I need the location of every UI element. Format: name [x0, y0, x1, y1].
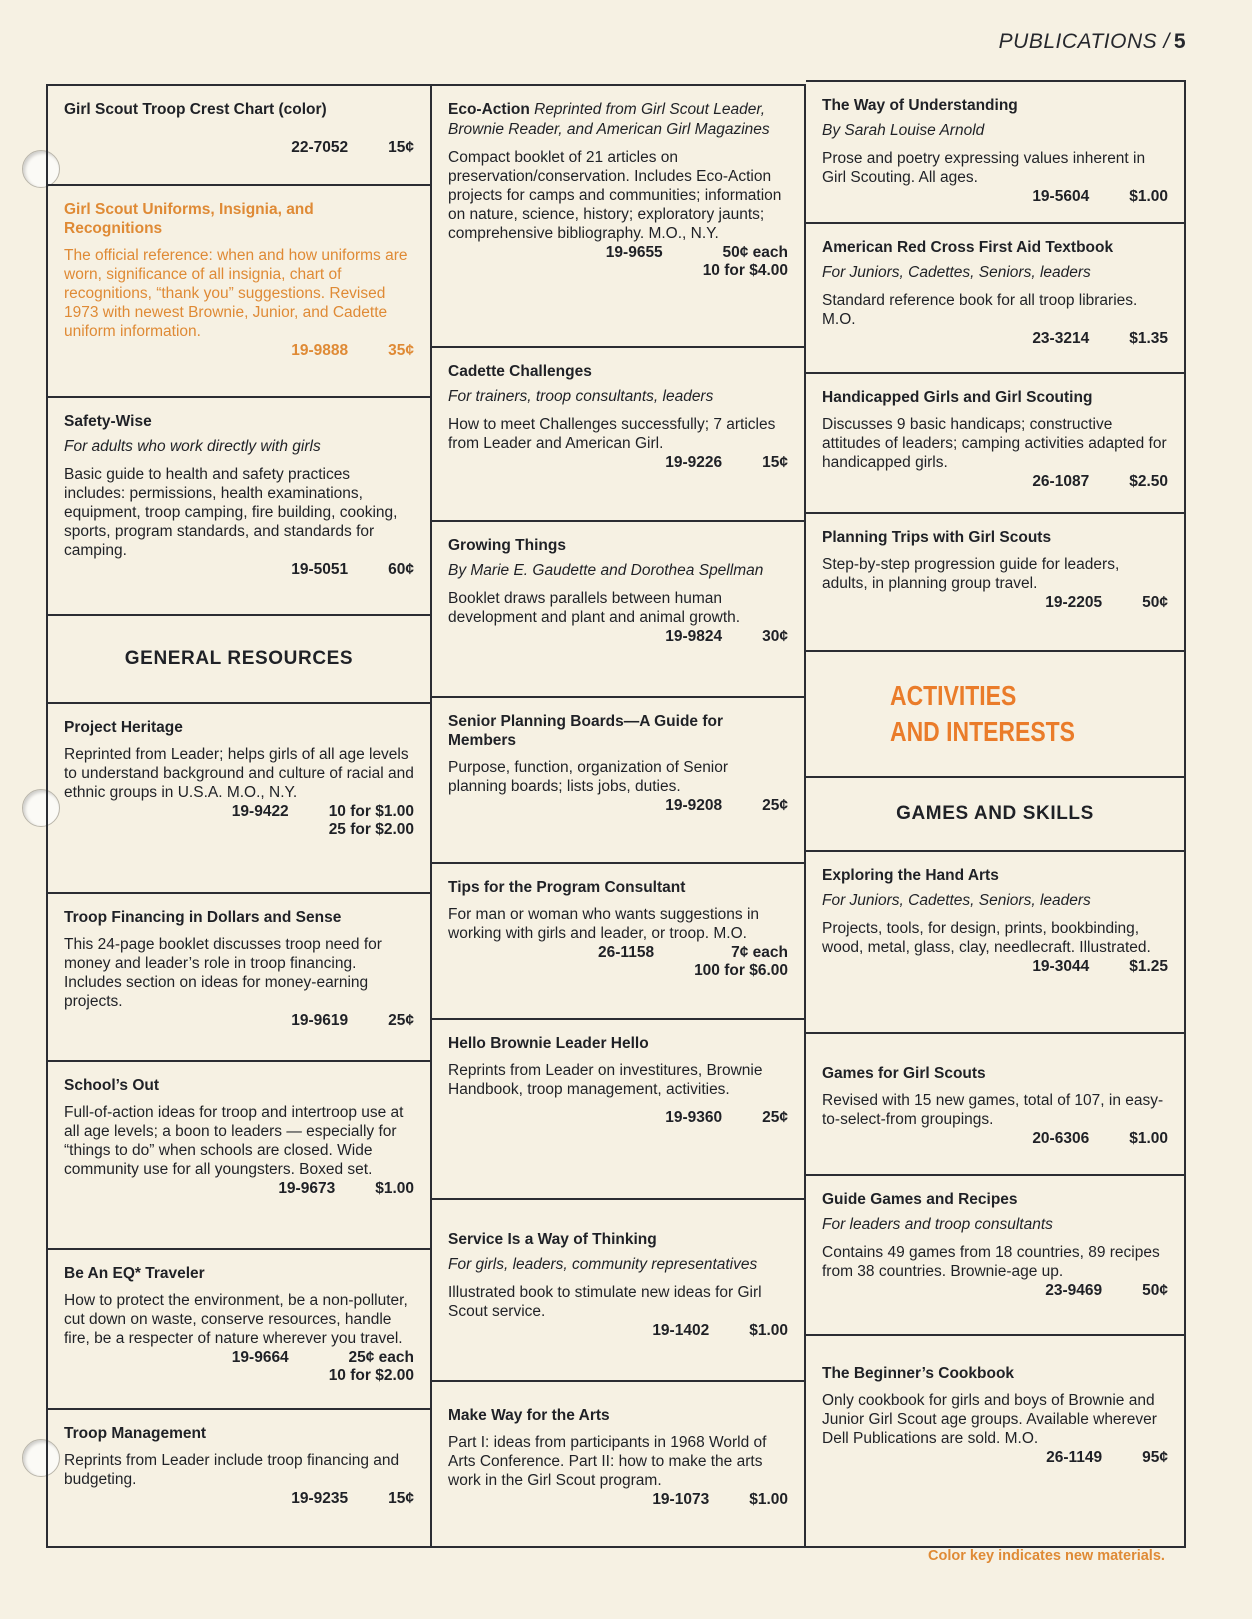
order-code: 19-5604 [1032, 188, 1090, 205]
price: 25¢ [388, 1012, 414, 1029]
publication-title: Guide Games and Recipes [822, 1191, 1018, 1208]
publication-audience: For Juniors, Cadettes, Seniors, leaders [822, 892, 1091, 909]
publication-entry [432, 84, 804, 346]
publication-entry [432, 520, 804, 696]
publication-description: This 24-page booklet discusses troop need for money and leader’s role in troop financing. Includes section on ideas for money-earning projects. [64, 936, 382, 1010]
publication-entry [432, 696, 804, 862]
publication-description: Basic guide to health and safety practices includes: permissions, health examinations, equipment, troop camping, fire building, cooking, sports, program standards, and standards for camping. [64, 466, 398, 559]
publication-audience: For Juniors, Cadettes, Seniors, leaders [822, 264, 1091, 281]
order-code: 22-7052 [291, 139, 349, 156]
publication-heading [448, 100, 788, 140]
publication-description: Illustrated book to stimulate new ideas for Girl Scout service. [448, 1284, 762, 1320]
publication-entry [432, 1018, 804, 1198]
publication-description: How to protect the environment, be a non-polluter, cut down on waste, conserve resources, handle fire, be a respecter of nature wherever you travel. [64, 1292, 408, 1347]
publication-description: Full-of-action ideas for troop and intertroop use at all age levels; a boon to leaders — especially for “things to do” when schools are closed. Wide community use for all youngsters. Boxed set. [64, 1104, 404, 1178]
publication-title: Make Way for the Arts [448, 1407, 610, 1424]
publication-entry [432, 862, 804, 1018]
order-code: 20-6306 [1032, 1130, 1090, 1147]
publication-entry [48, 892, 430, 1060]
category-heading [806, 650, 1184, 776]
publication-authors: By Marie E. Gaudette and Dorothea Spellman [448, 562, 764, 579]
publication-description: Discusses 9 basic handicaps; constructive attitudes of leaders; camping activities adapted for handicapped girls. [822, 416, 1167, 471]
order-code: 19-9664 [231, 1349, 289, 1366]
publication-title: Exploring the Hand Arts [822, 867, 999, 884]
column-right [806, 80, 1186, 1548]
publication-audience: For leaders and troop consultants [822, 1216, 1053, 1233]
publication-description: Booklet draws parallels between human development and plant and animal growth. [448, 590, 741, 626]
price: $1.00 [749, 1491, 788, 1508]
publication-entry [48, 184, 430, 396]
price: 50¢ each 10 for $4.00 [702, 244, 788, 279]
publication-entry [48, 84, 430, 184]
publication-description: The official reference: when and how uniforms are worn, significance of all insignia, chart of recognitions, “thank you” suggestions. Revised 1973 with newest Brownie, Junior, and Cadette uniform information. [64, 247, 408, 340]
color-key-note: Color key indicates new materials. [928, 1548, 1165, 1564]
publication-title: American Red Cross First Aid Textbook [822, 239, 1114, 256]
price: 25¢ [762, 797, 788, 814]
publication-title: Girl Scout Uniforms, Insignia, and Recognitions [64, 201, 314, 237]
price: 10 for $1.00 25 for $2.00 [328, 803, 414, 838]
publication-entry [806, 1174, 1184, 1334]
order-code: 26-1087 [1032, 473, 1090, 490]
price: $1.25 [1129, 958, 1168, 975]
publication-entry [48, 396, 430, 614]
publication-description: How to meet Challenges successfully; 7 articles from Leader and American Girl. [448, 416, 776, 452]
order-code: 19-9824 [665, 628, 723, 645]
order-code: 23-3214 [1032, 330, 1090, 347]
order-code: 19-3044 [1032, 958, 1090, 975]
publication-entry [48, 702, 430, 892]
publication-description: Projects, tools, for design, prints, bookbinding, wood, metal, glass, clay, needlecraft. Illustrated. [822, 920, 1151, 956]
publication-entry [432, 1198, 804, 1380]
category-heading-line2: AND INTERESTS [890, 716, 1075, 747]
order-code: 19-9888 [291, 342, 349, 359]
price: 35¢ [388, 342, 414, 359]
publication-title: Planning Trips with Girl Scouts [822, 529, 1052, 546]
order-code: 19-2205 [1045, 594, 1103, 611]
order-code: 26-1149 [1046, 1449, 1103, 1466]
publication-description: Step-by-step progression guide for leaders, adults, in planning group travel. [822, 556, 1120, 592]
publication-description: Revised with 15 new games, total of 107, in easy-to-select-from groupings. [822, 1092, 1164, 1128]
publication-description: Only cookbook for girls and boys of Brownie and Junior Girl Scout age groups. Available wherever Dell Publications are sold. M.O. [822, 1392, 1157, 1447]
column-left [46, 84, 432, 1548]
order-code: 19-9235 [291, 1490, 349, 1507]
publication-description: Compact booklet of 21 articles on preservation/conservation. Includes Eco-Action projects for camps and communities; information on nature, science, history; exploratory jaunts; comprehensive bibliography. M.O., N.Y. [448, 149, 782, 242]
order-code: 19-5051 [291, 561, 349, 578]
order-code: 19-9673 [278, 1180, 336, 1197]
order-code: 19-9360 [665, 1109, 723, 1126]
publication-title: Cadette Challenges [448, 363, 592, 380]
publication-entry [432, 346, 804, 520]
publication-description: Contains 49 games from 18 countries, 89 recipes from 38 countries. Brownie-age up. [822, 1244, 1160, 1280]
order-code: 23-9469 [1045, 1282, 1103, 1299]
price: $1.00 [1129, 1130, 1168, 1147]
publication-audience: For adults who work directly with girls [64, 438, 321, 455]
publication-title: Service Is a Way of Thinking [448, 1231, 657, 1248]
publication-audience: For trainers, troop consultants, leaders [448, 388, 714, 405]
publication-description: Reprints from Leader include troop financing and budgeting. [64, 1452, 400, 1488]
price: 25¢ [762, 1109, 788, 1126]
price: 15¢ [762, 454, 788, 471]
page-header [999, 30, 1186, 54]
column-middle [432, 84, 806, 1548]
order-code: 19-1402 [652, 1322, 710, 1339]
publication-title: School’s Out [64, 1077, 160, 1094]
category-heading-line1: ACTIVITIES [890, 680, 1017, 711]
publication-entry [806, 80, 1184, 222]
price: $2.50 [1129, 473, 1168, 490]
publication-title: The Way of Understanding [822, 97, 1018, 114]
publication-source: Reprinted from Girl Scout Leader, Brownie Reader, and American Girl Magazines [448, 101, 770, 138]
publication-entry [432, 1380, 804, 1548]
publication-title: Be An EQ* Traveler [64, 1265, 205, 1282]
publication-title: The Beginner’s Cookbook [822, 1365, 1015, 1382]
price: 50¢ [1142, 1282, 1168, 1299]
order-code: 19-1073 [652, 1491, 710, 1508]
order-code: 19-9422 [231, 803, 289, 820]
publication-title: Tips for the Program Consultant [448, 879, 686, 896]
price: 7¢ each 100 for $6.00 [694, 944, 788, 979]
publication-description: Reprinted from Leader; helps girls of all age levels to understand background and culture of racial and ethnic groups in U.S.A. M.O., N.Y. [64, 746, 414, 801]
publication-entry [806, 222, 1184, 372]
publication-description: Purpose, function, organization of Senior planning boards; lists jobs, duties. [448, 759, 729, 795]
price: 60¢ [388, 561, 414, 578]
price: 15¢ [388, 1490, 414, 1507]
publication-title: Hello Brownie Leader Hello [448, 1035, 649, 1052]
publication-title: Girl Scout Troop Crest Chart (color) [64, 101, 327, 118]
section-label: PUBLICATIONS / [998, 30, 1170, 53]
publication-title: Eco-Action [448, 101, 530, 118]
order-code: 19-9655 [605, 244, 663, 261]
publication-title: Growing Things [448, 537, 566, 554]
publication-author: By Sarah Louise Arnold [822, 122, 985, 139]
price: 25¢ each 10 for $2.00 [328, 1349, 414, 1384]
price: $1.35 [1129, 330, 1168, 347]
publication-description: Reprints from Leader on investitures, Brownie Handbook, troop management, activities. [448, 1062, 763, 1098]
publication-description: Part I: ideas from participants in 1968 World of Arts Conference. Part II: how to make the arts work in the Girl Scout program. [448, 1434, 767, 1489]
publication-description: Standard reference book for all troop libraries. M.O. [822, 292, 1138, 328]
order-code: 19-9619 [291, 1012, 349, 1029]
order-code: 26-1158 [598, 944, 655, 961]
page-number: 5 [1173, 30, 1186, 53]
order-code: 19-9226 [665, 454, 723, 471]
section-heading: GENERAL RESOURCES [48, 614, 430, 702]
section-heading: GAMES AND SKILLS [806, 776, 1184, 850]
publication-title: Handicapped Girls and Girl Scouting [822, 389, 1093, 406]
price: $1.00 [1129, 188, 1168, 205]
price: 50¢ [1142, 594, 1168, 611]
publication-title: Games for Girl Scouts [822, 1065, 986, 1082]
publication-description: Prose and poetry expressing values inherent in Girl Scouting. All ages. [822, 150, 1146, 186]
price: $1.00 [375, 1180, 414, 1197]
publication-title: Troop Management [64, 1425, 207, 1442]
publication-entry [806, 512, 1184, 650]
publication-entry [48, 1060, 430, 1248]
publication-entry [48, 1408, 430, 1548]
publication-entry [806, 1334, 1184, 1548]
publication-title: Senior Planning Boards—A Guide for Members [448, 713, 724, 749]
price: 95¢ [1142, 1449, 1168, 1466]
publication-entry [806, 1032, 1184, 1174]
price: 15¢ [388, 139, 414, 156]
publication-description: For man or woman who wants suggestions in working with girls and leader, or troop. M.O. [448, 906, 760, 942]
publication-entry [806, 850, 1184, 1032]
publication-entry [806, 372, 1184, 512]
price: 30¢ [762, 628, 788, 645]
order-code: 19-9208 [665, 797, 723, 814]
publication-entry [48, 1248, 430, 1408]
price: $1.00 [749, 1322, 788, 1339]
publication-title: Safety-Wise [64, 413, 152, 430]
publication-title: Troop Financing in Dollars and Sense [64, 909, 342, 926]
publication-title: Project Heritage [64, 719, 183, 736]
publication-audience: For girls, leaders, community representatives [448, 1256, 758, 1273]
